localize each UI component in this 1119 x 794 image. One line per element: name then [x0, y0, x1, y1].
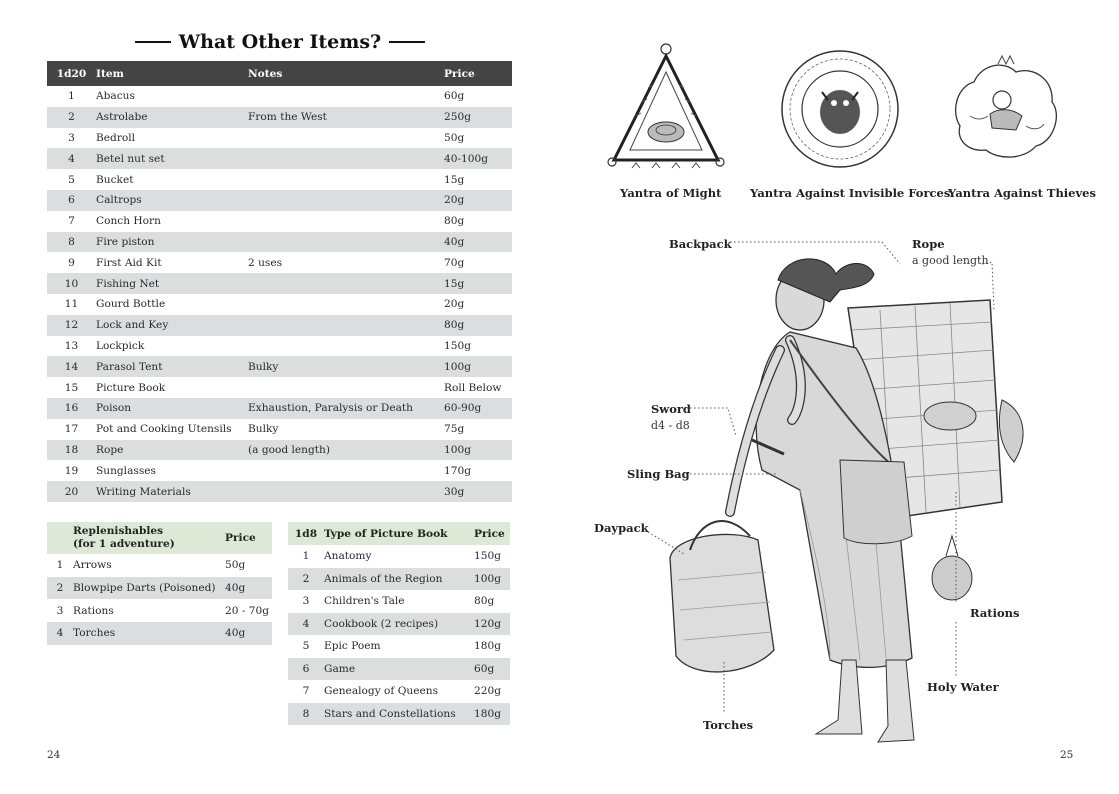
cell-price: 180g	[474, 640, 502, 653]
table-row	[47, 599, 272, 622]
cell-die: 1	[302, 550, 310, 563]
label-sword: Sword	[651, 402, 691, 416]
replenishables-table	[47, 522, 272, 645]
label-sword-note: d4 - d8	[651, 419, 690, 432]
cell-type: Cookbook (2 recipes)	[324, 613, 474, 636]
cell-die: 20	[47, 481, 96, 502]
replenishables-header	[47, 522, 272, 554]
table-row	[47, 273, 512, 294]
cell-die: 6	[288, 658, 324, 681]
picture-book-header	[288, 522, 510, 545]
cell-item: Poison	[96, 398, 248, 419]
header-type: Type of Picture Book	[324, 522, 474, 545]
header-replenishables-line2: (for 1 adventure)	[73, 538, 175, 550]
cell-item: Rations	[73, 604, 114, 617]
header-die: 1d8	[288, 522, 324, 545]
title-rule-left	[135, 41, 171, 43]
cell-die: 17	[64, 423, 79, 436]
cell-die: 4	[47, 148, 96, 169]
cell-item: First Aid Kit	[96, 256, 162, 269]
cell-price: 170g	[444, 464, 472, 477]
cell-notes	[248, 86, 444, 107]
cell-price: 220g	[474, 685, 502, 698]
table-row	[47, 460, 512, 481]
cell-price: 75g	[444, 423, 465, 436]
title-rule-right	[389, 41, 425, 43]
cell-item: Abacus	[96, 90, 135, 103]
cell-notes: Bulky	[248, 423, 279, 436]
cell-die: 9	[68, 256, 75, 269]
label-daypack: Daypack	[594, 521, 649, 535]
cell-item: Betel nut set	[96, 148, 248, 169]
cell-price: 60g	[444, 90, 465, 103]
cell-item: Blowpipe Darts (Poisoned)	[73, 577, 225, 600]
cell-item: Lock and Key	[96, 315, 248, 336]
table-row	[47, 622, 272, 645]
cell-price: 80g	[444, 315, 512, 336]
cell-die: 16	[47, 398, 96, 419]
cell-price: 20g	[444, 298, 465, 311]
cell-price: Roll Below	[444, 381, 502, 394]
cell-type: Children's Tale	[324, 595, 405, 608]
header-price: Price	[225, 522, 272, 554]
cell-price: 30g	[444, 481, 512, 502]
cell-price: 100g	[444, 440, 512, 461]
table-row	[288, 680, 510, 703]
cell-notes: (a good length)	[248, 440, 444, 461]
cell-price: 40g	[225, 577, 272, 600]
header-die: 1d20	[47, 61, 96, 86]
page-number-left: 24	[47, 749, 61, 761]
label-sling-bag: Sling Bag	[627, 467, 690, 481]
cell-item: Bedroll	[96, 131, 136, 144]
table-row	[47, 554, 272, 577]
cell-number: 4	[47, 622, 73, 645]
cell-type: Anatomy	[324, 550, 372, 563]
cell-item: Parasol Tent	[96, 356, 248, 377]
cell-price: 15g	[444, 173, 465, 186]
table-row	[47, 128, 512, 149]
table-row	[47, 190, 512, 211]
table-row	[47, 86, 512, 107]
cell-number: 2	[47, 577, 73, 600]
cell-notes	[248, 128, 444, 149]
cell-type: Stars and Constellations	[324, 703, 474, 726]
cell-item: Lockpick	[96, 339, 145, 352]
table-row	[47, 577, 272, 600]
cell-price: 40-100g	[444, 148, 512, 169]
cell-item: Bucket	[96, 173, 134, 186]
table-row	[47, 336, 512, 357]
table-row	[47, 315, 512, 336]
label-rope-note: a good length	[912, 254, 989, 267]
page-title	[135, 28, 425, 56]
cell-type: Animals of the Region	[324, 568, 474, 591]
cell-die: 8	[288, 703, 324, 726]
cell-die: 7	[68, 215, 75, 228]
cell-item: Gourd Bottle	[96, 298, 166, 311]
cell-price: 40g	[444, 232, 512, 253]
cell-die: 3	[68, 131, 75, 144]
table-row	[47, 232, 512, 253]
header-blank	[47, 522, 73, 554]
yantra-against-thieves-icon	[946, 50, 1066, 166]
table-row	[47, 377, 512, 398]
cell-price: 120g	[474, 613, 510, 636]
cell-price: 80g	[474, 595, 495, 608]
cell-die: 19	[64, 464, 79, 477]
cell-notes	[248, 211, 444, 232]
table-row	[288, 545, 510, 568]
cell-die: 4	[288, 613, 324, 636]
label-backpack: Backpack	[669, 237, 732, 251]
cell-notes	[248, 336, 444, 357]
cell-die: 6	[47, 190, 96, 211]
cell-price: 50g	[444, 131, 465, 144]
cell-notes: From the West	[248, 107, 444, 128]
cell-price: 40g	[225, 622, 272, 645]
cell-price: 100g	[474, 568, 510, 591]
cell-die: 3	[302, 595, 310, 608]
cell-die: 5	[302, 640, 310, 653]
table-row	[47, 356, 512, 377]
cell-item: Fire piston	[96, 232, 248, 253]
page-number-right: 25	[1060, 749, 1074, 761]
table-row	[47, 211, 512, 232]
cell-item: Arrows	[73, 559, 112, 572]
yantra-invisible-forces-caption: Yantra Against Invisible Forces	[750, 186, 951, 200]
table-row	[288, 635, 510, 658]
table-row	[288, 590, 510, 613]
cell-die: 13	[64, 339, 79, 352]
label-holy-water: Holy Water	[927, 680, 999, 694]
cell-die: 7	[302, 685, 310, 698]
cell-notes: Bulky	[248, 356, 444, 377]
picture-book-table	[288, 522, 510, 725]
cell-die: 14	[47, 356, 96, 377]
cell-price: 180g	[474, 703, 510, 726]
cell-price: 80g	[444, 215, 465, 228]
cell-die: 1	[68, 90, 75, 103]
header-price: Price	[474, 522, 510, 545]
cell-item: Fishing Net	[96, 273, 248, 294]
cell-number: 3	[56, 604, 64, 617]
cell-die: 10	[47, 273, 96, 294]
cell-item: Picture Book	[96, 381, 166, 394]
cell-item: Writing Materials	[96, 481, 248, 502]
cell-price: 100g	[444, 356, 512, 377]
cell-die: 8	[47, 232, 96, 253]
cell-price: 50g	[225, 559, 246, 572]
cell-notes	[248, 377, 444, 398]
cell-notes	[248, 294, 444, 315]
yantra-of-might-caption: Yantra of Might	[620, 186, 722, 200]
cell-price: 150g	[444, 339, 472, 352]
cell-notes	[248, 460, 444, 481]
cell-die: 18	[47, 440, 96, 461]
cell-notes	[248, 481, 444, 502]
cell-item: Astrolabe	[96, 107, 248, 128]
cell-die: 12	[47, 315, 96, 336]
table-row	[47, 440, 512, 461]
label-torches: Torches	[703, 718, 754, 732]
table-row	[47, 169, 512, 190]
cell-price: 15g	[444, 273, 512, 294]
header-replenishables	[73, 522, 225, 554]
table-row	[47, 398, 512, 419]
cell-notes	[248, 169, 444, 190]
items-table-header	[47, 61, 512, 86]
cell-price: 20 - 70g	[225, 604, 270, 617]
table-row	[47, 252, 512, 273]
header-notes: Notes	[248, 61, 444, 86]
cell-price: 60g	[474, 658, 510, 681]
cell-notes	[248, 273, 444, 294]
table-row	[288, 658, 510, 681]
cell-item: Pot and Cooking Utensils	[96, 423, 232, 436]
cell-die: 15	[64, 381, 79, 394]
page-title-text: What Other Items?	[178, 31, 382, 53]
cell-notes	[248, 232, 444, 253]
cell-item: Conch Horn	[96, 215, 161, 228]
items-table	[47, 61, 512, 502]
cell-number: 1	[56, 559, 64, 572]
table-row	[47, 107, 512, 128]
cell-notes	[248, 148, 444, 169]
cell-price: 70g	[444, 256, 465, 269]
cell-item: Torches	[73, 622, 225, 645]
header-price: Price	[444, 61, 512, 86]
cell-type: Epic Poem	[324, 640, 381, 653]
cell-price: 150g	[474, 550, 502, 563]
cell-type: Game	[324, 658, 474, 681]
cell-die: 2	[288, 568, 324, 591]
label-rope: Rope	[912, 237, 945, 251]
yantra-of-might-icon	[602, 42, 728, 172]
table-row	[288, 703, 510, 726]
table-row	[47, 481, 512, 502]
table-row	[47, 148, 512, 169]
cell-notes: Exhaustion, Paralysis or Death	[248, 398, 444, 419]
table-row	[47, 419, 512, 440]
cell-price: 60-90g	[444, 398, 512, 419]
cell-die: 11	[64, 298, 79, 311]
table-row	[47, 294, 512, 315]
cell-notes	[248, 315, 444, 336]
header-replenishables-line1: Replenishables	[73, 525, 164, 537]
yantra-against-thieves-caption: Yantra Against Thieves	[948, 186, 1096, 200]
cell-item: Caltrops	[96, 190, 248, 211]
cell-notes: 2 uses	[248, 256, 283, 269]
cell-notes	[248, 190, 444, 211]
cell-die: 5	[68, 173, 75, 186]
cell-die: 2	[47, 107, 96, 128]
cell-price: 250g	[444, 107, 512, 128]
cell-type: Genealogy of Queens	[324, 685, 439, 698]
cell-item: Rope	[96, 440, 248, 461]
cell-item: Sunglasses	[96, 464, 156, 477]
label-rations: Rations	[970, 606, 1020, 620]
cell-price: 20g	[444, 190, 512, 211]
header-item: Item	[96, 61, 248, 86]
yantra-invisible-forces-icon	[778, 48, 902, 170]
table-row	[288, 568, 510, 591]
table-row	[288, 613, 510, 636]
